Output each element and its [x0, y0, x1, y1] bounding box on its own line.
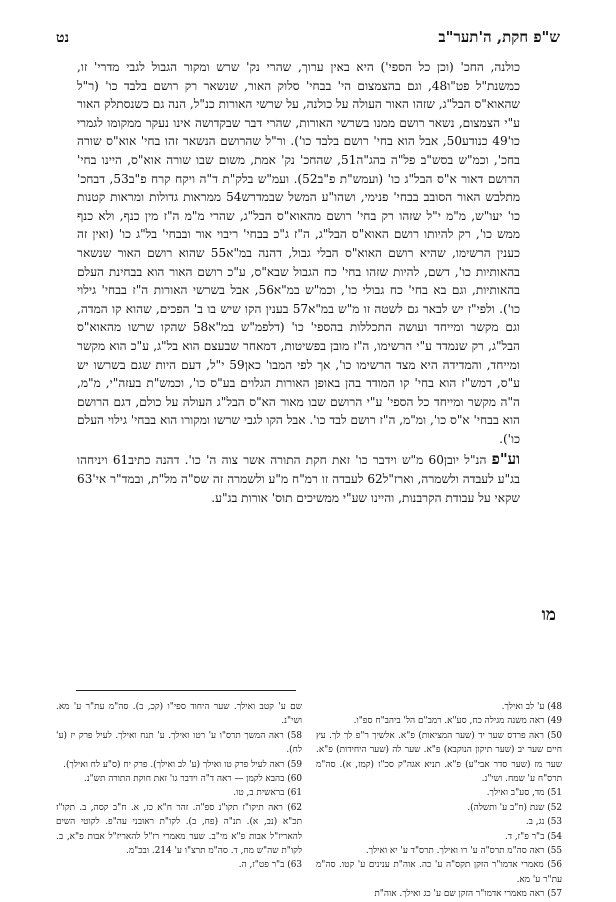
section-lead-word: וע"פ — [491, 450, 520, 469]
footnote: 53) נג, ב. — [525, 817, 562, 828]
section-paragraph — [77, 450, 520, 507]
footnote-column-right — [316, 700, 562, 900]
running-title: ש"פ חקת, ה'תער"ב — [438, 28, 560, 46]
footnote: 52) שנת (ח"ב ע' ותשלה). — [467, 802, 562, 813]
footnote: 58) ראה המשך תרס"ו ע' רטו ואילך. ע' תנח ואילך. לעיל פרק יז (ע' לח). — [56, 730, 302, 756]
footnote: 50) ראה פרדס שער יד (שער המציאות) פ"א. אלשיך ר"פ לך לך. עץ חיים שער יב (שער תיקון הנוקבא) פ"א. שער לה (שער היחידות) פ"א. שער מז (שער סדר אבי"ע) פ"א. תניא אגה"ק סכ"ז (קמז, א). סה"מ תרס"ח ע' שמח. ושי"נ. — [316, 730, 562, 785]
footnote: 63) ב"ר פט"ז, ה. — [238, 860, 302, 871]
footnote: 57) ראה מאמרי אדמו"ר הזקן שם ע' כג ואילך. אוה"ת — [374, 889, 562, 900]
footnote: 59) ראה לעיל פרק טו ואילך (ע' לב ואילך). פרק יח (ס"ע לח ואילך). — [63, 759, 302, 770]
footnote: 62) ראה תיקו"ז תקו"נ ספ"ה. זהר ח"א כז, א. ח"ב קסה, ב. תקו"ז תכ"א (נב, א). תנ"ה (פח, ב). לקו"ת ראובני עה"פ. לקוטי השים להאריז"ל אבות פ"א מי"ב. שער מאמרי רז"ל להאריז"ל אבות פ"א, ב. לקו"ת שה"ש מח, ד. סה"מ תרצ"ו ע' 214. ובכ"מ. — [56, 802, 302, 857]
running-header — [56, 28, 560, 52]
footnote-divider — [76, 690, 296, 691]
footnote: 56) מאמרי אדמו"ר הזקן תקס"ה ע' כה. אוה"ת ענינים ע' קטו. סה"מ עת"ר ע' מא. — [316, 860, 562, 885]
body-paragraph: כולנה, החכ' (וכן כל הספי') היא באין ערוך, שהרי נק' שרש ומקור הגבול לגבי מדרי' זו, כמשנת"ל פט"ו48, וגם בהצמצום הי' בבחי' סלוק האור, שנשאר רק רושם בלבד כו' (ר"ל שהאוא"ס הבל"ג, שזהו האור העולה על כולנה, על שרשי האורות כנ"ל, הנה גם כשנסתלק האור ע"י הצמצום, נשאר רושם ממנו בשרשי האורות, שהרי דבר שבקדושה אינו נעקר ממקומו לגמרי כו'49 כנודע50, אבל הוא בחי' רושם בלבד כו'). ור"ל שהרושם הנשאר זהו בחי' אוא"ס שורה בחכ', וכמ"ש בסש"ב פל"ה בהג"ה51, שהחכ' נק' אמת, משום שבו שורה אוא"ס, היינו בחי' הרושם דאור א"ס הבל"ג כו' (ועמש"ת פ"ב52). ועמ"ש בלק"ת ד"ה ויקח קרח פ"ב53, דבחכ' מתלבש האור הסובב בבחי' פנימי, ושהו"ע המשל שבמדרש54 ממראות גדולות ומראות קטנות כו' יעו"ש, מ"מ י"ל שזהו רק בחי' רושם מהאוא"ס הבל"ג, שהרי מ"מ ה"ז מין כנף, ולא כנף ממש כו', רק להיותו רושם האוא"ס הבל"ג, ה"ז ג"כ בבחי' ריבוי אור ובבחי' בל"ג כו' (ואין זה כענין הרשימו, שהיא רושם האוא"ס הבלי גבול, דהנה במ"א55 שהוא רושם האור שנשאר בהאותיות כו', דשם, להיות שזהו בחי' כח הגבול שבא"ס, ע"כ רושם האור הוא בבחינת העלם בהאותיות, וגם בא בחי' כח גבולי כו', וכמ"ש במ"א56, אבל בשרשי האורות ה"ז בבחי' גילוי כו'). ולפי"ז יש לבאר גם לשטה זו מ"ש במ"א57 בענין הקו שיש בו ב' הפכים, שהוא קו המדה, וגם מקשר ומייחד ועושה התכללות בהספי' כו' (דלפמ"ש במ"א58 שהקו שרשו מהאוא"ס הבל"ג, רק שנמדד ע"י הרשימו, ה"ז מובן בפשיטות, דמאחר שבעצם הוא בל"ג, ע"כ הוא מקשר ומייחד, והמדידה היא מצד הרשימו כו', אך לפי המבו' כאן59 י"ל, דעם היות שגם בשרשו יש ע"ס, דמש"ז הוא בחי' קו המודד בהן באופן האורות הגלוים בע"ס כו', וכמש"ת בעזה"י, מ"מ, ה"ה מקשר ומייחד כל הספי' ע"י הרושם שבו מאור הא"ס הבל"ג העולה על כולם, דגם הרושם הוא בבחי' א"ס כו', ומ"מ, ה"ז רושם לבד כו'. אבל הקו לגבי שרשו ומקורו הוא בבחי' גילוי העלם כו'). — [77, 60, 521, 446]
footnote: 60) בהבא לקמן — ראה ד"ה וידבר גו' זאת חוקת התורה תש"נ. — [83, 774, 302, 785]
footnotes — [56, 700, 562, 900]
footnote: שם ע' קטב ואילך. שער היחוד ספי"ו (קכ, ב). סה"מ עת"ר ע' מא. ושי"נ. — [56, 702, 302, 727]
page-number: נט — [56, 30, 70, 46]
footnote: 48) ע' לב ואילך. — [501, 702, 562, 712]
main-text — [77, 58, 520, 507]
footnote: 55) ראה סה"מ תרס"ה ע' רו ואילך. תרס"ד ע' יא ואילך. — [365, 846, 562, 857]
footnote: 51) מד, סע"ב ואילך. — [486, 788, 562, 799]
margin-section-number: מו — [541, 605, 556, 625]
footnote: 61) בראשית ב, טו. — [233, 788, 302, 799]
section-text: הנ"ל יובן60 מ"ש וידבר כו' זאת חקת התורה אשר צוה ה' כו'. דהנה כתיב61 ויניחהו בג"ע לעבדה ולשמרה, וארז"ל62 לעבדה זו רמ"ח מ"ע ולשמרה זה שס"ה מל"ת, ובמד"ר אי'63 שקאי על עבודת הקרבנות, והיינו שע"י ממשיכים תוס' אורות בג"ע. — [77, 453, 520, 505]
footnote-column-left — [56, 700, 302, 871]
footnote: 54) ב"ר פ"ז, ד. — [504, 831, 562, 842]
footnote: 49) ראה משנה מגילה כח, סע"א. רמב"ם הל' ביהב"ח ספ"ו. — [353, 716, 562, 727]
